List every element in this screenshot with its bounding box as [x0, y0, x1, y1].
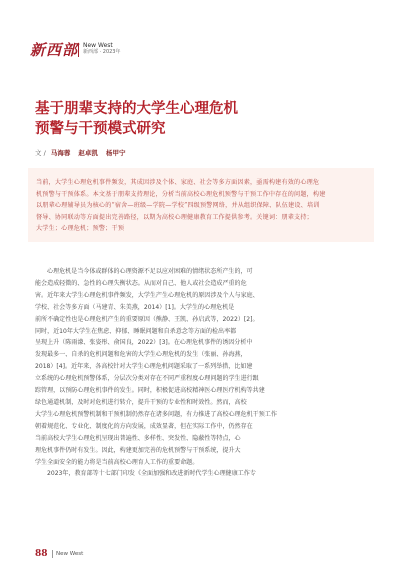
body-line: 2023年，教育部等十七部门印发《全面加强和改进新时代学生心理健康工作专	[47, 470, 256, 478]
body-line: 同时，近10年大学生在焦虑、抑郁、睡眠问题和自杀意念等方面的检出率都	[35, 327, 237, 335]
body-line: 呈现上升（陈雨濛、张姿彤、俞国良，2022）[3]。在心理危机事件的诱因分析中	[35, 339, 253, 347]
abstract-line: 督导、协同联动等方面提出完善路径，以期为高校心理健康教育工作提供参考。关键词：朋辈支持；	[36, 213, 313, 221]
author-name: 赵卓凯	[78, 149, 98, 157]
body-line: 理危机事件仍时有发生。因此，构建更加完善的危机预警与干预系统，提升大	[35, 446, 241, 454]
body-line: 前所不确定性也是心理危机产生的重要原因（熊静、王凯、孙启武等，2022）[2]。	[35, 315, 259, 323]
article-title-line: 预警与干预模式研究	[35, 121, 166, 137]
abstract-box	[28, 168, 374, 242]
body-line: 能会造成轻微的、急性的心理失衡状态。从而对自己、他人或社会造成严重的危	[35, 279, 247, 287]
article-title-line: 基于朋辈支持的大学生心理危机	[35, 101, 238, 117]
body-line: 学校、社会等多方面（马建青、朱美燕，2014）[1]。大学生的心理危机是	[35, 303, 235, 311]
body-line: 学生全面安全的能力将是当前高校心理育人工作的重要命题。	[35, 458, 199, 466]
byline	[35, 148, 132, 157]
body-line: 绿色通道机制，及时对危机进行转介，提升干预的专业性和时效性。然而，高校	[35, 398, 247, 406]
footer-magazine-name: New West	[56, 551, 84, 557]
body-line: 害。近年来大学生心理危机事件频发，大学生产生心理危机的原因涉及个人与家庭、	[35, 291, 259, 299]
brand-logo: 新西部	[30, 41, 79, 59]
body-line: 立系统的心理危机预警体系，分层次分类对存在不同严重程度心理问题的学生进行跟	[35, 375, 259, 383]
body-line: 踪管理，以预防心理危机事件的发生。同时，积极促进高校精神医心理医疗机构等共建	[35, 387, 265, 395]
body-line: 朝着规范化、专业化、制度化的方向发展，成效显著，但在实际工作中，仍然存在	[35, 422, 253, 430]
author-name: 杨甲宁	[106, 149, 126, 157]
body-text	[35, 266, 373, 480]
abstract-line: 以朋辈心理辅导员为核心的“宿舍—班级—学院—学校”四级预警网络，并从组织保障、队伍建设、培训	[36, 202, 320, 209]
byline-prefix: 文 /	[35, 149, 46, 157]
body-line: 心理危机是当今体或群体的心理资源不足以应对困难的情绪状态所产生的，可	[47, 268, 253, 275]
abstract-line: 当前，大学生心理危机事件频发，其成因涉及个体、家庭、社会等多方面因素，亟需构建有效的心理危	[36, 179, 320, 186]
body-line: 大学生心理危机预警机制和干预机制仍然存在诸多问题，有力推进了高校心理危机干预工作	[35, 410, 277, 418]
page-number: 88	[35, 549, 48, 559]
body-line: 发现最多一、自杀的危机问题和危害的大学生心理危机的发生（张丽、孙海燕，	[35, 351, 247, 359]
author-name: 马海蓉	[50, 149, 71, 157]
brand-english-name: New West	[83, 42, 113, 49]
abstract-line: 机预警与干预体系。本文基于朋辈支持理论，分析当前高校心理危机预警与干预工作中存在的问题，构建	[36, 190, 326, 198]
masthead	[30, 40, 150, 60]
abstract-line: 大学生；心理危机；预警；干预	[36, 225, 125, 232]
article-title	[35, 99, 305, 139]
footer-divider	[52, 550, 53, 558]
brand-english	[83, 42, 121, 56]
brand-divider	[78, 43, 79, 57]
body-line: 当前高校大学生心理危机呈现出普遍性、多样性、突发性、隐蔽性等特点，心	[35, 434, 241, 442]
brand-english-sub: 新西部 · 2023年	[83, 49, 121, 55]
body-line: 2018）[4]。近年来，各高校针对大学生心理危机问题采取了一系列举措，比如建	[35, 363, 253, 371]
page-footer	[35, 548, 375, 560]
